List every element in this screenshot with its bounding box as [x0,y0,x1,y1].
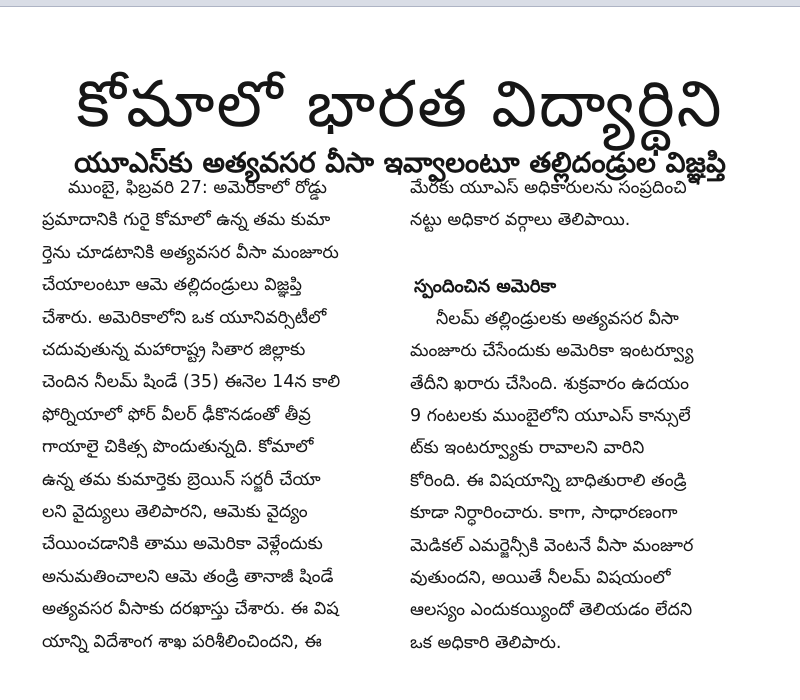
text-line: చదువుతున్న మహారాష్ట్ర సితార జిల్లాకు [42,340,306,361]
text-line: ఫోర్నియాలో ఫోర్ వీలర్ ఢీకొనడంతో తీవ్ర [42,404,311,425]
text-line: చెందిన నీలమ్ షిండే (35) ఈనెల 14న కాలి [42,372,341,393]
text-line: ఆలస్యం ఎందుకయ్యిందో తెలియడం లేదని [410,600,693,621]
text-line: ప్రమాదానికి గురై కోమాలో ఉన్న తమ కుమా [42,210,331,231]
text-line: మంజూరు చేసేందుకు అమెరికా ఇంటర్వ్యూ [410,341,694,362]
text-line: తేదీని ఖరారు చేసింది. శుక్రవారం ఉదయం [410,373,690,394]
text-line: ఉన్న తమ కుమార్తెకు బ్రెయిన్ సర్జరీ చేయా [42,469,321,490]
left-column-paragraph [42,172,387,658]
article-subheadline: యూఎస్‌కు అత్యవసర వీసా ఇవ్వాలంటూ తల్లిదండ్రుల విజ్ఞప్తి [74,146,726,180]
text-line: లని వైద్యులు తెలిపారని, ఆమెకు వైద్యం [42,502,308,523]
text-line: గాయాలై చికిత్స పొందుతున్నది. కోమాలో [42,437,314,458]
text-line: మెడికల్ ఎమర్జెన్సీకి వెంటనే వీసా మంజూర [410,535,694,556]
article-headline: కోమాలో భారత విద్యార్థిని [76,67,724,142]
top-border-line [0,6,800,7]
text-line: ముంబై, ఫిబ్రవరి 27: అమెరికాలో రోడ్డు [68,178,327,198]
left-column [42,172,387,658]
text-line: ట్‌కు ఇంటర్వ్యూకు రావాలని వారిని [410,438,645,459]
text-line: చేయించడానికి తాము అమెరికా వెళ్లేందుకు [42,534,323,555]
text-line: వుతుందని, అయితే నీలమ్ విషయంలో [410,568,671,589]
text-line: నీలమ్ తల్లిండ్రులకు అత్యవసర వీసా [436,308,679,329]
paragraph-gap [410,237,790,271]
text-line: యాన్ని విదేశాంగ శాఖ పరిశీలించిందని, ఈ [42,631,322,652]
right-column-paragraph-bottom [410,303,790,659]
text-line: కోరింది. ఈ విషయాన్ని బాధితురాలి తండ్రి [410,470,687,491]
text-line: ర్తెను చూడటానికి అత్యవసర వీసా మంజూరు [42,242,339,263]
text-line: అనుమతించాలని ఆమె తండ్రి తానాజీ షిండే [42,566,334,587]
section-heading: స్పందించిన అమెరికా [414,275,557,297]
text-line: 9 గంటలకు ముంబైలోని యూఎస్ కాన్సులే [410,406,691,427]
text-line: చేశారు. అమెరికాలోని ఒక యూనివర్సిటీలో [42,307,327,328]
text-line: కూడా నిర్ధారించారు. కాగా, సాధారణంగా [410,503,678,524]
right-column [410,172,790,659]
text-line: మేరకు యూఎస్ అధికారులను సంప్రదించి [410,178,687,198]
text-line: అత్యవసర వీసాకు దరఖాస్తు చేశారు. ఈ విష [42,599,339,620]
right-column-paragraph-top [410,172,790,237]
text-line: చేయాలంటూ ఆమె తల్లిదండ్రులు విజ్ఞప్తి [42,275,302,296]
text-line: నట్టు అధికార వర్గాలు తెలిపాయి. [410,210,631,231]
text-line: ఒక అధికారి తెలిపారు. [410,632,562,653]
